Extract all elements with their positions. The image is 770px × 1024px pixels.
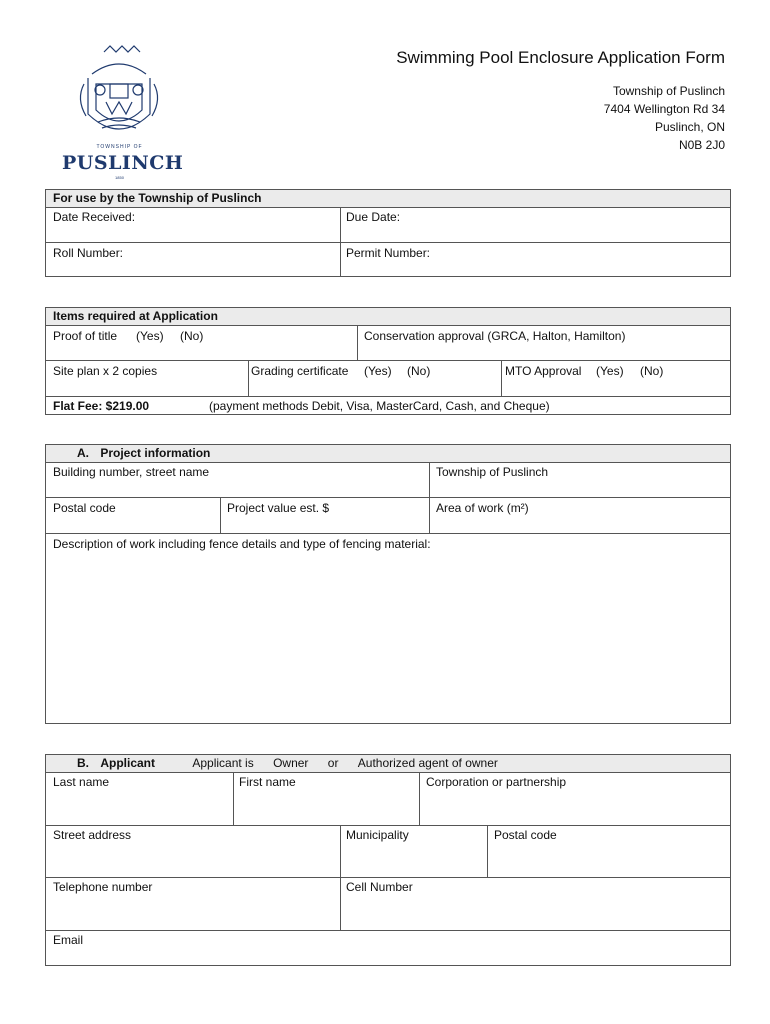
cell-number-field[interactable]: Cell Number: [346, 880, 413, 894]
roll-number-field[interactable]: Roll Number:: [53, 246, 124, 260]
telephone-field[interactable]: Telephone number: [53, 880, 153, 894]
mto-no-option[interactable]: (No): [640, 364, 664, 378]
address-line: Township of Puslinch: [612, 84, 725, 98]
authorized-agent-option[interactable]: Authorized agent of owner: [357, 756, 498, 770]
page-title: Swimming Pool Enclosure Application Form: [396, 48, 725, 67]
logo-township-of: TOWNSHIP OF: [96, 144, 143, 150]
crest-icon: [62, 44, 177, 144]
site-plan-label: Site plan x 2 copies: [53, 364, 158, 378]
mto-yes-option[interactable]: (Yes): [596, 364, 624, 378]
applicant-is-label: Applicant is: [192, 756, 254, 770]
items-required-heading: Items required at Application: [46, 308, 730, 326]
address-line: Puslinch, ON: [654, 120, 725, 134]
proof-no-option[interactable]: (No): [180, 329, 204, 343]
applicant-heading: [46, 755, 730, 773]
project-heading-text: Project information: [100, 446, 211, 460]
office-use-heading: For use by the Township of Puslinch: [46, 190, 730, 208]
area-of-work-field[interactable]: Area of work (m²): [436, 501, 529, 515]
project-heading: [46, 445, 730, 463]
applicant-postal-code-field[interactable]: Postal code: [494, 828, 557, 842]
grading-no-option[interactable]: (No): [407, 364, 431, 378]
first-name-field[interactable]: First name: [239, 775, 296, 789]
last-name-field[interactable]: Last name: [53, 775, 110, 789]
corporation-field[interactable]: Corporation or partnership: [426, 775, 567, 789]
email-field[interactable]: Email: [53, 933, 84, 947]
street-address-field[interactable]: Street address: [53, 828, 132, 842]
logo-name: PUSLINCH: [62, 152, 184, 174]
municipality-field[interactable]: Municipality: [346, 828, 409, 842]
conservation-approval-label: Conservation approval (GRCA, Halton, Hamilton): [364, 329, 626, 343]
grading-certificate-label: Grading certificate: [251, 364, 349, 378]
township-address: [604, 82, 725, 154]
proof-of-title-label: Proof of title: [53, 329, 118, 343]
mto-approval-label: MTO Approval: [505, 364, 582, 378]
address-line: N0B 2J0: [678, 138, 725, 152]
due-date-field[interactable]: Due Date:: [346, 210, 401, 224]
address-line: 7404 Wellington Rd 34: [603, 102, 725, 116]
project-heading-letter: A.: [77, 446, 89, 460]
project-value-field[interactable]: Project value est. $: [227, 501, 330, 515]
owner-option[interactable]: Owner: [273, 756, 309, 770]
township-logo: [62, 44, 184, 184]
grading-yes-option[interactable]: (Yes): [364, 364, 392, 378]
proof-yes-option[interactable]: (Yes): [136, 329, 164, 343]
items-required-section: [45, 307, 731, 415]
project-information-section: [45, 444, 731, 724]
or-text: or: [327, 756, 339, 770]
project-postal-code-field[interactable]: Postal code: [53, 501, 116, 515]
payment-methods-text: (payment methods Debit, Visa, MasterCard, Cash, and Cheque): [209, 399, 550, 413]
office-use-section: [45, 189, 731, 277]
logo-est: 1850: [115, 175, 124, 180]
applicant-heading-letter: B.: [77, 756, 89, 770]
township-field[interactable]: Township of Puslinch: [436, 465, 549, 479]
applicant-heading-text: Applicant: [100, 756, 156, 770]
building-street-field[interactable]: Building number, street name: [53, 465, 210, 479]
permit-number-field[interactable]: Permit Number:: [346, 246, 431, 260]
date-received-field[interactable]: Date Received:: [53, 210, 136, 224]
applicant-section: [45, 754, 731, 966]
flat-fee-label: Flat Fee: $219.00: [53, 399, 150, 413]
work-description-field[interactable]: Description of work including fence details and type of fencing material:: [53, 537, 431, 551]
